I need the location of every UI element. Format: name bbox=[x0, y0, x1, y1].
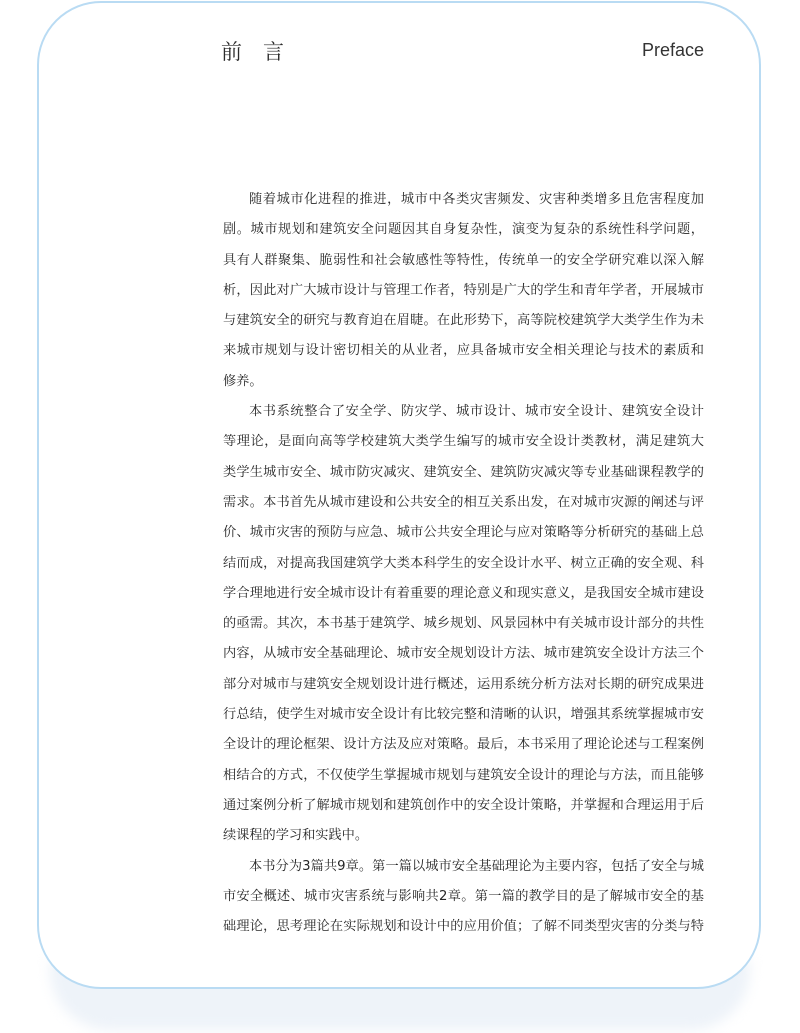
preface-body bbox=[223, 185, 704, 942]
text-line: 价、城市灾害的预防与应急、城市公共安全理论与应对策略等分析研究的基础上总 bbox=[223, 525, 704, 541]
text-line: 析，因此对广大城市设计与管理工作者，特别是广大的学生和青年学者，开展城市 bbox=[223, 282, 704, 298]
text-line: 等理论，是面向高等学校建筑大类学生编写的城市安全设计类教材，满足建筑大 bbox=[223, 434, 704, 450]
text-line: 与建筑安全的研究与教育迫在眉睫。在此形势下，高等院校建筑学大类学生作为未 bbox=[223, 313, 704, 329]
text-line: 续课程的学习和实践中。 bbox=[223, 828, 369, 844]
text-line: 内容，从城市安全基础理论、城市安全规划设计方法、城市建筑安全设计方法三个 bbox=[223, 646, 704, 662]
text-line: 剧。城市规划和建筑安全问题因其自身复杂性，演变为复杂的系统性科学问题， bbox=[223, 222, 704, 238]
text-line: 通过案例分析了解城市规划和建筑创作中的安全设计策略，并掌握和合理运用于后 bbox=[223, 797, 704, 813]
text-line: 本书系统整合了安全学、防灾学、城市设计、城市安全设计、建筑安全设计 bbox=[249, 404, 704, 420]
text-line: 相结合的方式，不仅使学生掌握城市规划与建筑安全设计的理论与方法，而且能够 bbox=[223, 767, 704, 783]
text-line: 本书分为3篇共9章。第一篇以城市安全基础理论为主要内容，包括了安全与城 bbox=[249, 858, 704, 874]
page-title: 前言 bbox=[221, 40, 305, 64]
text-line: 类学生城市安全、城市防灾减灾、建筑安全、建筑防灾减灾等专业基础课程教学的 bbox=[223, 464, 704, 480]
text-line: 础理论，思考理论在实际规划和设计中的应用价值；了解不同类型灾害的分类与特 bbox=[223, 919, 704, 935]
page-title-english: Preface bbox=[641, 40, 704, 60]
text-line: 随着城市化进程的推进，城市中各类灾害频发、灾害种类增多且危害程度加 bbox=[249, 192, 704, 207]
text-line: 市安全概述、城市灾害系统与影响共2章。第一篇的教学目的是了解城市安全的基 bbox=[223, 888, 704, 904]
text-line: 具有人群聚集、脆弱性和社会敏感性等特性，传统单一的安全学研究难以深入解 bbox=[223, 252, 704, 268]
text-line: 全设计的理论框架、设计方法及应对策略。最后，本书采用了理论论述与工程案例 bbox=[223, 737, 704, 753]
text-line: 的亟需。其次，本书基于建筑学、城乡规划、风景园林中有关城市设计部分的共性 bbox=[223, 616, 704, 632]
text-line: 行总结，使学生对城市安全设计有比较完整和清晰的认识，增强其系统掌握城市安 bbox=[223, 707, 704, 723]
text-line: 学合理地进行安全城市设计有着重要的理论意义和现实意义，是我国安全城市建设 bbox=[223, 585, 704, 601]
text-line: 部分对城市与建筑安全规划设计进行概述，运用系统分析方法对长期的研究成果进 bbox=[223, 676, 704, 692]
text-line: 结而成，对提高我国建筑学大类本科学生的安全设计水平、树立正确的安全观、科 bbox=[223, 555, 704, 571]
text-line: 来城市规划与设计密切相关的从业者，应具备城市安全相关理论与技术的素质和 bbox=[223, 343, 704, 359]
text-line: 修养。 bbox=[223, 373, 263, 389]
text-line: 需求。本书首先从城市建设和公共安全的相互关系出发，在对城市灾源的阐述与评 bbox=[223, 494, 704, 510]
